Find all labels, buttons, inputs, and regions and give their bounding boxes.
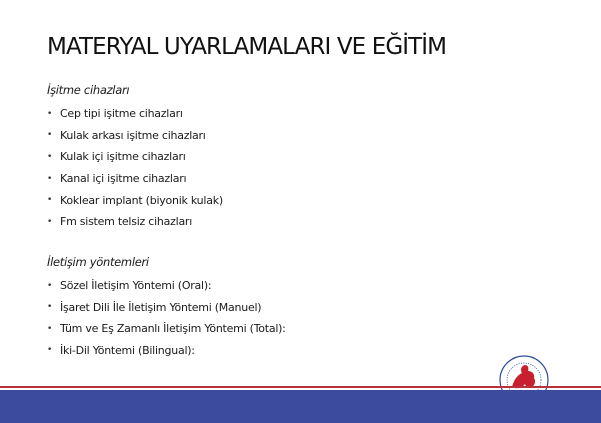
list-item xyxy=(47,275,286,297)
list-item xyxy=(47,318,286,340)
list-item-text: Koklear implant (biyonik kulak) xyxy=(60,193,223,207)
bullet-icon: • xyxy=(47,108,53,119)
list-item-text: Kulak içi işitme cihazları xyxy=(60,150,186,164)
list-item xyxy=(47,340,286,362)
list-item-text: Cep tipi işitme cihazları xyxy=(60,107,183,121)
list-item xyxy=(47,168,223,190)
bullet-icon: • xyxy=(47,195,53,206)
list-item xyxy=(47,211,223,233)
list-item xyxy=(47,125,223,147)
list-item-text: Kulak arkası işitme cihazları xyxy=(60,128,206,142)
footer-accent-line xyxy=(0,386,601,388)
hearing-aids-heading: İşitme cihazları xyxy=(47,83,130,97)
bullet-icon: • xyxy=(47,216,53,227)
hearing-aids-list xyxy=(47,103,223,233)
list-item-text: Sözel İletişim Yöntemi (Oral): xyxy=(60,279,212,293)
list-item-text: İki-Dil Yöntemi (Bilingual): xyxy=(60,343,195,357)
list-item xyxy=(47,146,223,168)
list-item-text: İşaret Dili İle İletişim Yöntemi (Manuel) xyxy=(60,300,262,314)
list-item xyxy=(47,103,223,125)
footer-band xyxy=(0,390,601,423)
list-item-text: Tüm ve Eş Zamanlı İletişim Yöntemi (Total): xyxy=(60,322,286,336)
list-item-text: Kanal içi işitme cihazları xyxy=(60,172,187,186)
bullet-icon: • xyxy=(47,280,53,291)
communication-methods-list xyxy=(47,275,286,361)
bullet-icon: • xyxy=(47,151,53,162)
bullet-icon: • xyxy=(47,345,53,356)
bullet-icon: • xyxy=(47,323,53,334)
communication-methods-heading: İletişim yöntemleri xyxy=(47,255,149,269)
bullet-icon: • xyxy=(47,302,53,313)
bullet-icon: • xyxy=(47,173,53,184)
list-item xyxy=(47,189,223,211)
slide-title: MATERYAL UYARLAMALARI VE EĞİTİM xyxy=(47,34,447,60)
bullet-icon: • xyxy=(47,130,53,141)
list-item-text: Fm sistem telsiz cihazları xyxy=(60,215,193,229)
list-item xyxy=(47,297,286,319)
